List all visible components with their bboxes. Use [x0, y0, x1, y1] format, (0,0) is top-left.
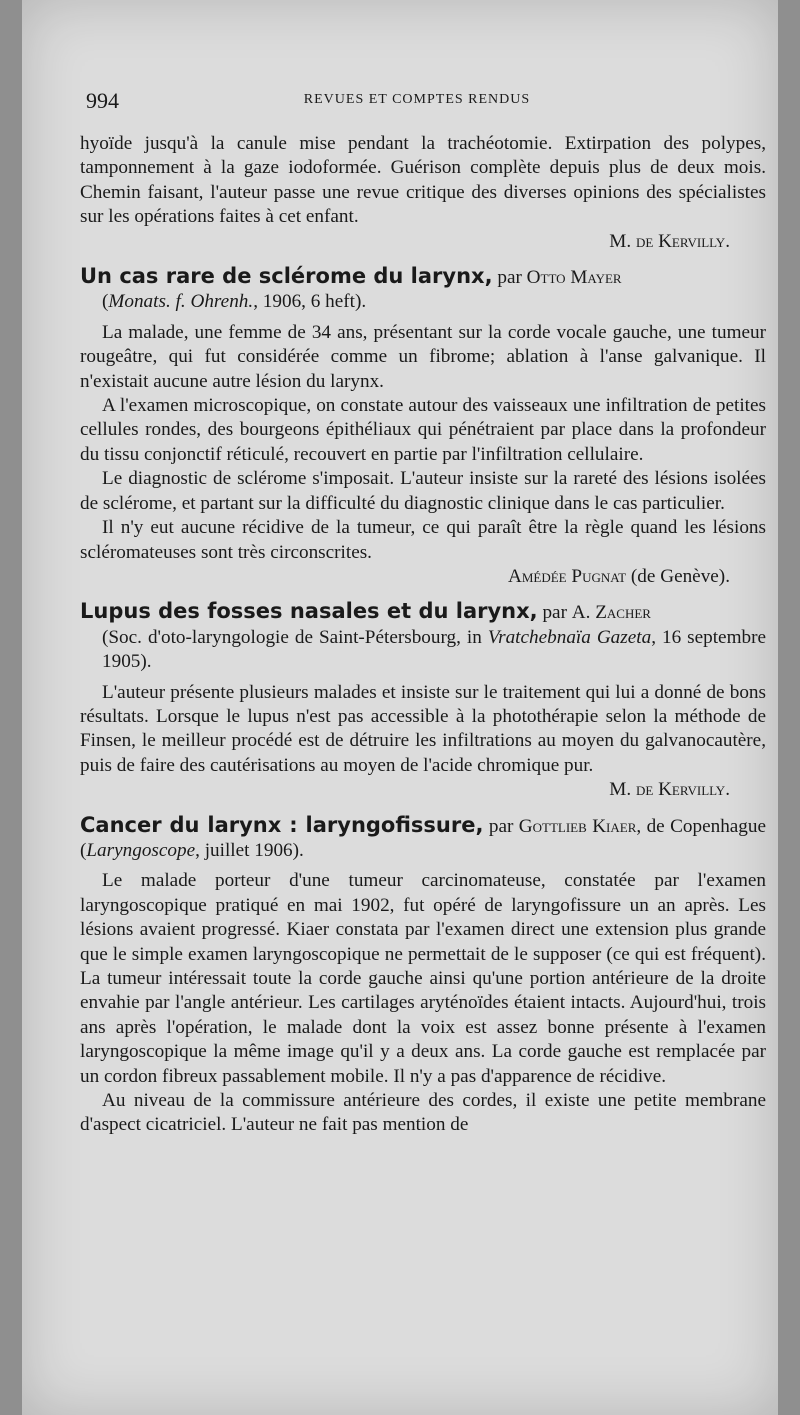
page-content: [80, 132, 766, 1138]
article-paragraph: La malade, une femme de 34 ans, présentant sur la corde vocale gauche, une tumeur rougeâtre, qui fut considérée comme un fibrome; ablation à l'anse galvanique. Il n'existait aucune autre lésion du larynx.: [80, 321, 766, 392]
article-sclerome: [80, 264, 766, 589]
article-reference: [80, 626, 766, 675]
article-cancer: [80, 813, 766, 1138]
article-title: Cancer du larynx : laryngofissure,: [80, 812, 484, 837]
running-title: REVUES ET COMPTES RENDUS: [303, 92, 531, 107]
article-journal: Laryngoscope: [86, 839, 196, 861]
article-journal: Monats. f. Ohrenh.: [108, 291, 254, 313]
article-author: Gottlieb Kiaer: [518, 815, 637, 837]
article-ref-rest: , 16 septembre 1905).: [102, 626, 766, 673]
article-signature: [80, 565, 766, 589]
book-page: [22, 0, 778, 1415]
article-paragraph: Le malade porteur d'une tumeur carcinomateuse, constatée par l'examen laryngoscopique pratiqué en mai 1902, fut opéré de laryngofissure un an après. Les lésions avaient progressé. Kiaer constata par l'examen direct une extension plus grande que le simple examen laryngoscopique ne permettait de le supposer (ce qui est fréquent). La tumeur intéressait toute la corde gauche ainsi qu'une portion antérieure de la droite envahie par l'angle antérieur. Les cartilages aryténoïdes étaient intacts. Aujourd'hui, trois ans après l'opération, le malade dont la voix est assez bonne présente à l'examen laryngoscopique la même image qu'il y a deux ans. La corde gauche est remplacée par un cordon fibreux passablement mobile. Il n'y a pas d'apparence de récidive.: [80, 870, 766, 1087]
article-paragraph: Il n'y eut aucune récidive de la tumeur, ce qui paraît être la règle quand les lésions scléromateuses sont très circonscrites.: [80, 517, 766, 563]
article-paragraph: Le diagnostic de sclérome s'imposait. L'auteur insiste sur la rareté des lésions isolées de sclérome, et partant sur la difficulté du diagnostic clinique dans le cas particulier.: [80, 468, 766, 514]
article-paragraph: A l'examen microscopique, on constate autour des vaisseaux une infiltration de petites cellules rondes, des bourgeons épithéliaux qui pénétraient par place dans la profondeur du tissu conjonctif réticulé, recouvert en partie par l'infiltration cellulaire.: [80, 395, 766, 465]
article-journal: Vratchebnaïa Gazeta: [487, 626, 652, 648]
article-heading: [80, 813, 766, 864]
page-header: [86, 88, 748, 114]
article-paragraph: L'auteur présente plusieurs malades et insiste sur le traitement qui lui a donné de bons résultats. Lorsque le lupus n'est pas accessible à la photothérapie selon la méthode de Finsen, le meilleur procédé est de détruire les infiltrations au moyen du galvanocautère, puis de faire des cautérisations au moyen de l'acide chromique pur.: [80, 681, 766, 776]
intro-signature: M. de Kervilly.: [609, 230, 730, 252]
signature-place: (de Genève).: [630, 565, 730, 587]
article-lupus: [80, 599, 766, 802]
intro-paragraph: hyoïde jusqu'à la canule mise pendant la trachéotomie. Extirpation des polypes, tamponnement à la gaze iodoformée. Guérison complète depuis plus de deux mois. Chemin faisant, l'auteur passe une revue critique des diverses opinions des spécialistes sur les opérations faites à cet enfant.: [80, 133, 766, 228]
article-reference: (Monats. f. Ohrenh., 1906, 6 heft).: [102, 291, 367, 313]
article-ref-rest: , juillet 1906).: [195, 839, 304, 861]
article-author: A. Zacher: [571, 602, 651, 624]
article-title: Lupus des fosses nasales et du larynx,: [80, 599, 538, 624]
article-ref-rest: , 1906, 6 heft).: [253, 291, 367, 313]
article-heading: [80, 599, 766, 625]
article-by: par: [497, 267, 522, 289]
article-by: par: [542, 602, 567, 624]
signature-name: Amédée Pugnat: [507, 565, 627, 587]
article-signature: M. de Kervilly.: [609, 779, 730, 801]
article-paragraph: Au niveau de la commissure antérieure des cordes, il existe une petite membrane d'aspect cicatriciel. L'auteur ne fait pas mention de: [80, 1090, 766, 1136]
article-title: Un cas rare de sclérome du larynx,: [80, 264, 493, 289]
article-ref-pre: (Soc. d'oto-laryngologie de Saint-Pétersbourg, in: [102, 626, 488, 648]
article-heading: [80, 264, 766, 290]
article-by: par: [488, 815, 514, 837]
article-author-suffix: , de Copenhague (: [80, 815, 767, 861]
page-number: 994: [86, 88, 119, 113]
article-author: Otto Mayer: [526, 267, 622, 289]
